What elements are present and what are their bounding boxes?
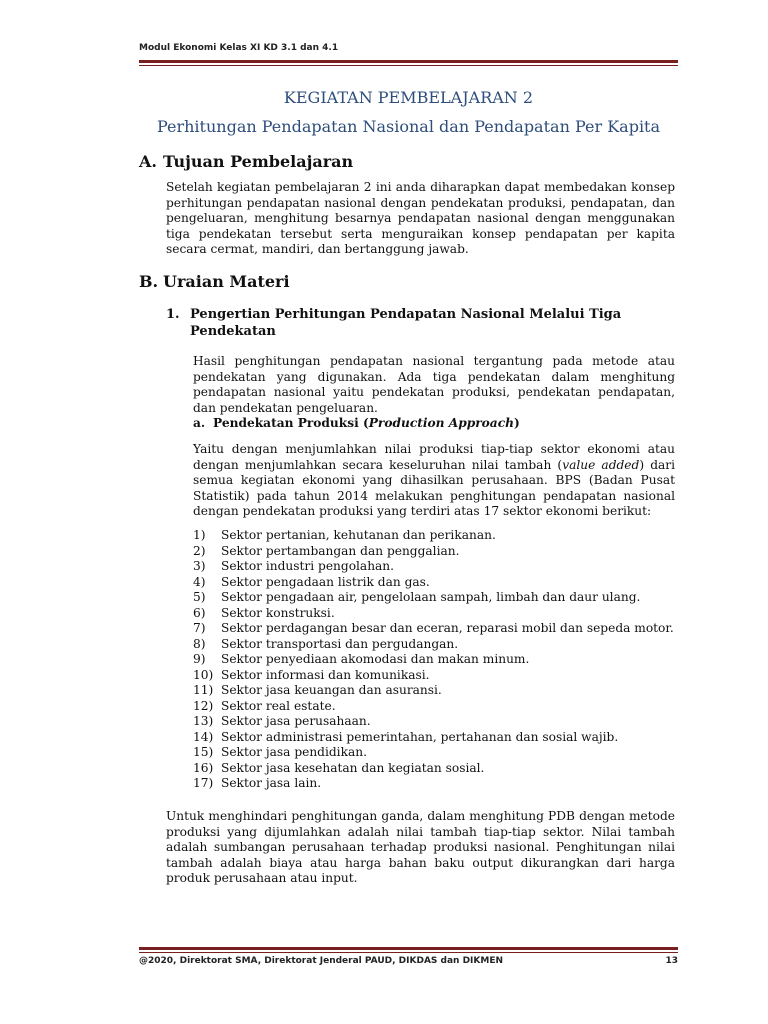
list-item <box>193 544 674 560</box>
subsection-a-text-before: Yaitu dengan menjumlahkan nilai produksi tiap-tiap sektor ekonomi atau dengan menjumlahkan secara keseluruhan nilai tambah ( <box>193 442 675 472</box>
closing-text: Untuk menghindari penghitungan ganda, dalam menghitung PDB dengan metode produksi yang dijumlahkan adalah nilai tambah tiap-tiap sektor. Nilai tambah adalah sumbangan perusahaan terhadap produksi nasional. Penghitungan nilai tambah adalah biaya atau harga bahan baku output dikurangkan dari harga produk perusahaan atau input. <box>166 809 675 886</box>
list-item-number: 9) <box>193 652 206 666</box>
page-number: 13 <box>665 956 678 966</box>
list-item <box>193 683 674 699</box>
footer-text: @2020, Direktorat SMA, Direktorat Jenderal PAUD, DIKDAS dan DIKMEN <box>139 956 504 966</box>
footer-rule <box>139 947 678 950</box>
list-item <box>193 637 674 653</box>
list-item-number: 1) <box>193 528 206 542</box>
list-item-text: Sektor pengadaan air, pengelolaan sampah, limbah dan daur ulang. <box>221 590 641 604</box>
list-item-text: Sektor konstruksi. <box>221 605 335 620</box>
list-item-number: 10) <box>193 667 214 682</box>
subsection-1-title-line1: Pengertian Perhitungan Pendapatan Nasional Melalui Tiga <box>190 307 622 322</box>
list-item-text: Sektor industri pengolahan. <box>221 559 395 573</box>
list-item <box>193 590 674 606</box>
section-a-text: Setelah kegiatan pembelajaran 2 ini anda diharapkan dapat membedakan konsep perhitungan pendapatan nasional dengan pendekatan produksi, pendapatan, dan pengeluaran, menghitung besarnya pendapatan nasional dengan menggunakan tiga pendekatan tersebut serta menguraikan konsep pendapatan per kapita secara cermat, mandiri, dan bertanggung jawab. <box>166 180 675 257</box>
list-item <box>193 606 674 622</box>
list-item <box>193 652 674 668</box>
subsection-1-title-line2: Pendekatan <box>190 324 276 339</box>
list-item-number: 2) <box>193 543 206 558</box>
section-a-title: Tujuan Pembelajaran <box>163 152 354 171</box>
list-item <box>193 761 674 777</box>
list-item <box>193 730 674 746</box>
list-item <box>193 575 674 591</box>
section-b-heading <box>139 272 290 291</box>
subsection-1-text: Hasil penghitungan pendapatan nasional tergantung pada metode atau pendekatan yang digunakan. Ada tiga pendekatan dalam menghitung pendapatan nasional yaitu pendekatan produksi, pendekatan pendapatan, dan pendekatan pengeluaran. <box>193 354 675 415</box>
subsection-a-text-italic: value added <box>562 457 640 472</box>
list-item-text: Sektor real estate. <box>221 698 336 713</box>
list-item-number: 6) <box>193 605 206 620</box>
list-item-number: 14) <box>193 729 214 744</box>
subsection-a-heading <box>193 416 520 430</box>
list-item-number: 3) <box>193 559 206 573</box>
subsection-a-title: Pendekatan Produksi ( <box>213 416 369 430</box>
page-title: KEGIATAN PEMBELAJARAN 2 <box>283 88 534 107</box>
subsection-a-text-after: ) dari semua kegiatan ekonomi yang dihasilkan perusahaan. BPS (Badan Pusat Statistik) pada tahun 2014 melakukan penghitungan pendapatan nasional dengan pendekatan produksi yang terdiri atas 17 sektor ekonomi berikut: <box>193 457 675 519</box>
list-item-number: 5) <box>193 590 206 604</box>
subsection-1-num: 1. <box>166 307 180 322</box>
list-item <box>193 559 674 575</box>
list-item-text: Sektor pertanian, kehutanan dan perikanan. <box>221 528 496 542</box>
list-item-number: 4) <box>193 574 206 589</box>
list-item-text: Sektor transportasi dan pergudangan. <box>221 636 459 651</box>
list-item-text: Sektor jasa lain. <box>221 776 322 790</box>
footer-rule-thin <box>139 952 678 953</box>
list-item-number: 17) <box>193 776 214 790</box>
list-item-text: Sektor jasa kesehatan dan kegiatan sosial. <box>221 760 485 775</box>
list-item <box>193 699 674 715</box>
list-item <box>193 621 674 637</box>
list-item <box>193 714 674 730</box>
list-item-text: Sektor jasa pendidikan. <box>221 745 367 759</box>
list-item-text: Sektor penyediaan akomodasi dan makan minum. <box>221 652 530 666</box>
page-subtitle: Perhitungan Pendapatan Nasional dan Pendapatan Per Kapita <box>156 117 661 136</box>
header-rule-thin <box>139 65 678 66</box>
header-text: Modul Ekonomi Kelas XI KD 3.1 dan 4.1 <box>139 43 339 53</box>
list-item-text: Sektor administrasi pemerintahan, pertahanan dan sosial wajib. <box>221 729 619 744</box>
subsection-a-num: a. <box>193 416 206 430</box>
section-b-title: Uraian Materi <box>163 272 290 291</box>
header-rule <box>139 60 678 63</box>
section-a-label: A. <box>139 152 157 171</box>
subsection-a-title-italic: Production Approach <box>368 416 514 430</box>
list-item-number: 15) <box>193 745 214 759</box>
list-item <box>193 745 674 761</box>
list-item-number: 16) <box>193 760 214 775</box>
list-item-text: Sektor jasa perusahaan. <box>221 714 371 728</box>
list-item-number: 11) <box>193 683 214 697</box>
sector-list <box>193 528 674 792</box>
section-a-heading <box>139 152 353 171</box>
section-b-label: B. <box>139 272 159 291</box>
subsection-a-text <box>193 442 675 520</box>
list-item-text: Sektor informasi dan komunikasi. <box>221 667 430 682</box>
list-item-text: Sektor jasa keuangan dan asuransi. <box>221 683 442 697</box>
list-item-text: Sektor pertambangan dan penggalian. <box>221 543 460 558</box>
list-item <box>193 528 674 544</box>
list-item <box>193 776 674 792</box>
list-item-text: Sektor pengadaan listrik dan gas. <box>221 574 430 589</box>
list-item <box>193 668 674 684</box>
list-item-number: 8) <box>193 636 206 651</box>
list-item-number: 12) <box>193 698 214 713</box>
list-item-number: 7) <box>193 621 206 635</box>
subsection-a-title-close: ) <box>514 416 520 430</box>
list-item-text: Sektor perdagangan besar dan eceran, reparasi mobil dan sepeda motor. <box>221 621 674 635</box>
list-item-number: 13) <box>193 714 214 728</box>
subsection-1-heading <box>166 306 646 340</box>
